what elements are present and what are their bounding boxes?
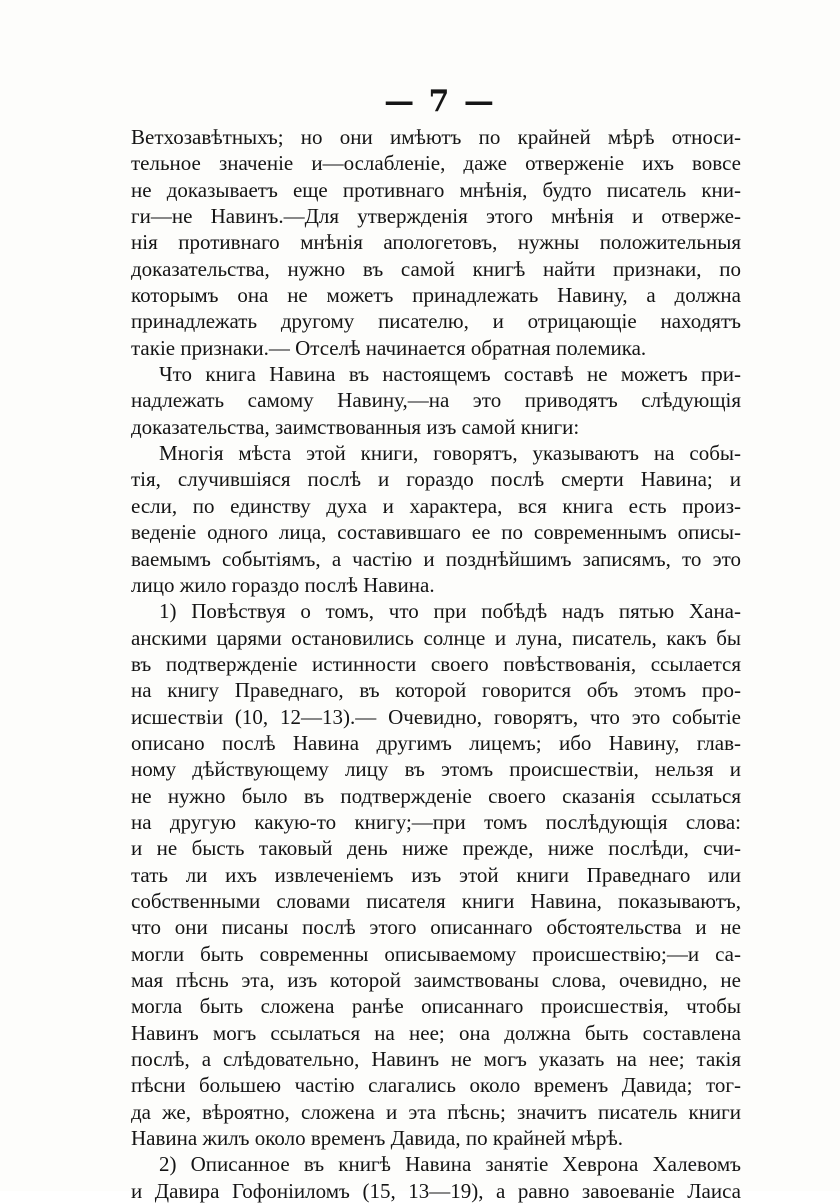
text-line: нія противнаго мнѣнія апологетовъ, нужны положительныя — [131, 230, 741, 255]
text-line: лицо жило гораздо послѣ Навина. — [131, 572, 435, 597]
text-line: тельное значеніе и—ослабленіе, даже отверженіе ихъ вовсе — [131, 151, 741, 176]
page-number: — 7 — — [384, 84, 496, 119]
text-line: и не бысть таковый день ниже прежде, ниже послѣди, счи- — [131, 836, 741, 861]
body-text — [131, 124, 741, 1204]
text-line: что они писаны послѣ этого описаннаго обстоятельства и не — [131, 915, 741, 940]
text-line: Многія мѣста этой книги, говорятъ, указываютъ на собы- — [159, 441, 741, 466]
text-line: пѣсни большею частію слагались около временъ Давида; тог- — [131, 1073, 741, 1098]
text-line: Навинъ могъ ссылаться на нее; она должна быть составлена — [131, 1020, 741, 1045]
text-line: на книгу Праведнаго, въ которой говорится объ этомъ про- — [131, 678, 741, 703]
text-line: могли быть современны описываемому происшествію;—и са- — [131, 941, 741, 966]
text-line: и Давира Гофоніиломъ (15, 13—19), а равно завоеваніе Лаиса — [131, 1178, 741, 1203]
text-line: такіе признаки.— Отселѣ начинается обратная полемика. — [131, 335, 647, 360]
text-line: 1) Повѣствуя о томъ, что при побѣдѣ надъ пятью Хана- — [159, 599, 741, 624]
text-line: надлежать самому Навину,—на это приводятъ слѣдующія — [131, 388, 741, 413]
text-line: въ подтвержденіе истинности своего повѣствованія, ссылается — [131, 651, 741, 676]
text-line: не нужно было въ подтвержденіе своего сказанія ссылаться — [131, 783, 741, 808]
text-line: ному дѣйствующему лицу въ этомъ происшествіи, нельзя и — [131, 757, 741, 782]
text-line: мая пѣснь эта, изъ которой заимствованы слова, очевидно, не — [131, 968, 741, 992]
text-line: ги—не Навинъ.—Для утвержденія этого мнѣнія и отверже- — [131, 204, 741, 229]
text-line: на другую какую-то книгу;—при томъ послѣдующія слова: — [131, 809, 741, 834]
text-line: анскими царями остановились солнце и луна, писатель, какъ бы — [131, 625, 741, 650]
text-line: Что книга Навина въ настоящемъ составѣ не можетъ при- — [159, 362, 741, 387]
text-line: могла быть сложена ранѣе описаннаго происшествія, чтобы — [131, 994, 741, 1019]
text-line: доказательства, нужно въ самой книгѣ найти признаки, по — [131, 256, 741, 281]
text-line: тать ли ихъ извлеченіемъ изъ этой книги Праведнаго или — [131, 862, 741, 887]
text-line: собственными словами писателя книги Навина, показываютъ, — [131, 888, 741, 913]
text-line: 2) Описанное въ книгѣ Навина занятіе Хеврона Халевомъ — [159, 1152, 741, 1177]
text-line: описано послѣ Навина другимъ лицемъ; ибо Навину, глав- — [131, 730, 741, 755]
text-line: принадлежать другому писателю, и отрицающіе находятъ — [131, 309, 741, 334]
text-line: Ветхозавѣтныхъ; но они имѣютъ по крайней мѣрѣ относи- — [131, 125, 741, 149]
text-line: которымъ она не можетъ принадлежать Навину, а должна — [131, 283, 741, 308]
text-line: Навина жилъ около временъ Давида, по крайней мѣрѣ. — [131, 1126, 624, 1151]
text-line: ваемымъ событіямъ, а частію и позднѣйшимъ записямъ, то это — [131, 546, 741, 571]
text-line: если, по единству духа и характера, вся книга есть произ- — [131, 493, 741, 518]
text-line: да же, вѣроятно, сложена и эта пѣснь; значитъ писатель книги — [131, 1099, 741, 1124]
text-line: доказательства, заимствованныя изъ самой книги: — [131, 414, 580, 439]
text-line: исшествіи (10, 12—13).— Очевидно, говорятъ, что это событіе — [131, 704, 741, 729]
text-line: веденіе одного лица, составившаго ее по современнымъ описы- — [131, 520, 741, 545]
text-line: послѣ, а слѣдовательно, Навинъ не могъ указать на нее; такія — [131, 1047, 741, 1072]
text-line: тія, случившіяся послѣ и гораздо послѣ смерти Навина; и — [131, 467, 741, 492]
text-line: не доказываетъ еще противнаго мнѣнія, будто писатель кни- — [131, 177, 741, 202]
